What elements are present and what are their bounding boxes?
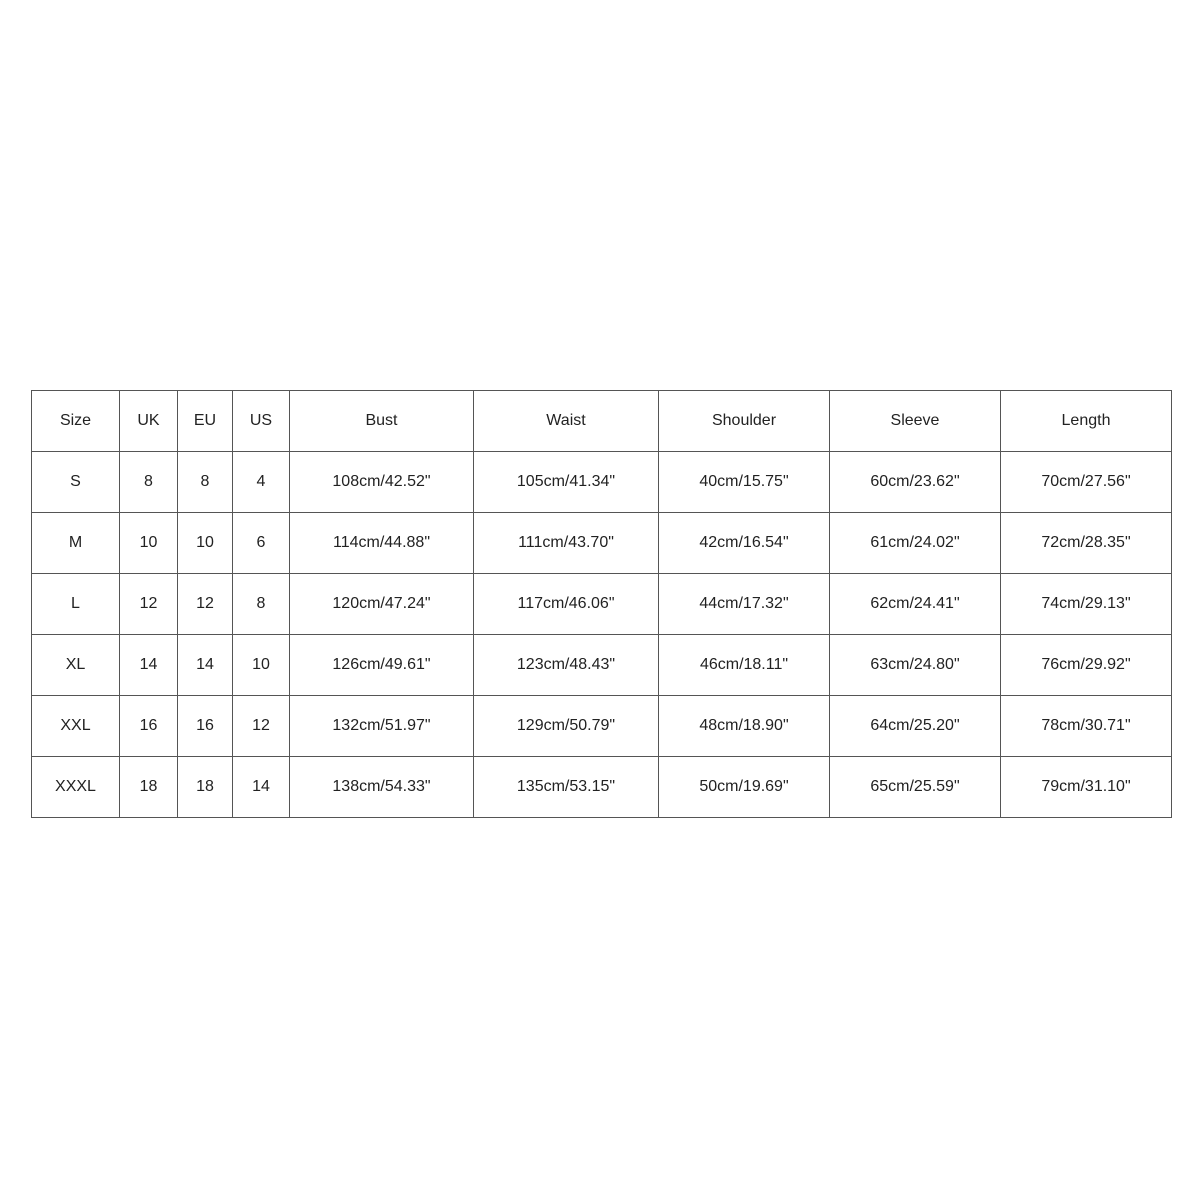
bust-cell: 132cm/51.97" — [290, 696, 474, 757]
size-cell: XL — [32, 635, 120, 696]
us-cell: 8 — [233, 574, 290, 635]
table-row — [32, 696, 1172, 757]
eu-cell: 14 — [178, 635, 233, 696]
length-cell: 79cm/31.10" — [1001, 757, 1172, 818]
sleeve-cell: 61cm/24.02" — [830, 513, 1001, 574]
bust-cell: 114cm/44.88" — [290, 513, 474, 574]
bust-cell: 108cm/42.52" — [290, 452, 474, 513]
waist-cell: 135cm/53.15" — [474, 757, 659, 818]
bust-cell: 126cm/49.61" — [290, 635, 474, 696]
waist-cell: 123cm/48.43" — [474, 635, 659, 696]
length-cell: 74cm/29.13" — [1001, 574, 1172, 635]
eu-cell: 18 — [178, 757, 233, 818]
uk-cell: 12 — [120, 574, 178, 635]
size-cell: S — [32, 452, 120, 513]
us-cell: 12 — [233, 696, 290, 757]
sleeve-cell: 60cm/23.62" — [830, 452, 1001, 513]
uk-cell: 18 — [120, 757, 178, 818]
uk-cell: 8 — [120, 452, 178, 513]
table-row — [32, 452, 1172, 513]
us-cell: 10 — [233, 635, 290, 696]
waist-cell: 111cm/43.70" — [474, 513, 659, 574]
table-header-row — [32, 391, 1172, 452]
table-row — [32, 574, 1172, 635]
uk-cell: 14 — [120, 635, 178, 696]
sleeve-cell: 62cm/24.41" — [830, 574, 1001, 635]
shoulder-cell: 40cm/15.75" — [659, 452, 830, 513]
size-cell: XXXL — [32, 757, 120, 818]
column-header-shoulder: Shoulder — [659, 391, 830, 452]
length-cell: 72cm/28.35" — [1001, 513, 1172, 574]
sleeve-cell: 64cm/25.20" — [830, 696, 1001, 757]
length-cell: 70cm/27.56" — [1001, 452, 1172, 513]
sleeve-cell: 65cm/25.59" — [830, 757, 1001, 818]
table-row — [32, 513, 1172, 574]
us-cell: 6 — [233, 513, 290, 574]
column-header-sleeve: Sleeve — [830, 391, 1001, 452]
sleeve-cell: 63cm/24.80" — [830, 635, 1001, 696]
uk-cell: 10 — [120, 513, 178, 574]
size-cell: L — [32, 574, 120, 635]
eu-cell: 16 — [178, 696, 233, 757]
column-header-length: Length — [1001, 391, 1172, 452]
length-cell: 76cm/29.92" — [1001, 635, 1172, 696]
eu-cell: 12 — [178, 574, 233, 635]
column-header-waist: Waist — [474, 391, 659, 452]
us-cell: 4 — [233, 452, 290, 513]
table-row — [32, 757, 1172, 818]
waist-cell: 105cm/41.34" — [474, 452, 659, 513]
shoulder-cell: 48cm/18.90" — [659, 696, 830, 757]
waist-cell: 117cm/46.06" — [474, 574, 659, 635]
shoulder-cell: 44cm/17.32" — [659, 574, 830, 635]
bust-cell: 120cm/47.24" — [290, 574, 474, 635]
column-header-us: US — [233, 391, 290, 452]
table-row — [32, 635, 1172, 696]
shoulder-cell: 46cm/18.11" — [659, 635, 830, 696]
shoulder-cell: 50cm/19.69" — [659, 757, 830, 818]
waist-cell: 129cm/50.79" — [474, 696, 659, 757]
size-chart-table — [31, 390, 1172, 818]
shoulder-cell: 42cm/16.54" — [659, 513, 830, 574]
eu-cell: 10 — [178, 513, 233, 574]
size-cell: M — [32, 513, 120, 574]
size-cell: XXL — [32, 696, 120, 757]
column-header-uk: UK — [120, 391, 178, 452]
column-header-size: Size — [32, 391, 120, 452]
bust-cell: 138cm/54.33" — [290, 757, 474, 818]
length-cell: 78cm/30.71" — [1001, 696, 1172, 757]
column-header-eu: EU — [178, 391, 233, 452]
eu-cell: 8 — [178, 452, 233, 513]
uk-cell: 16 — [120, 696, 178, 757]
column-header-bust: Bust — [290, 391, 474, 452]
us-cell: 14 — [233, 757, 290, 818]
